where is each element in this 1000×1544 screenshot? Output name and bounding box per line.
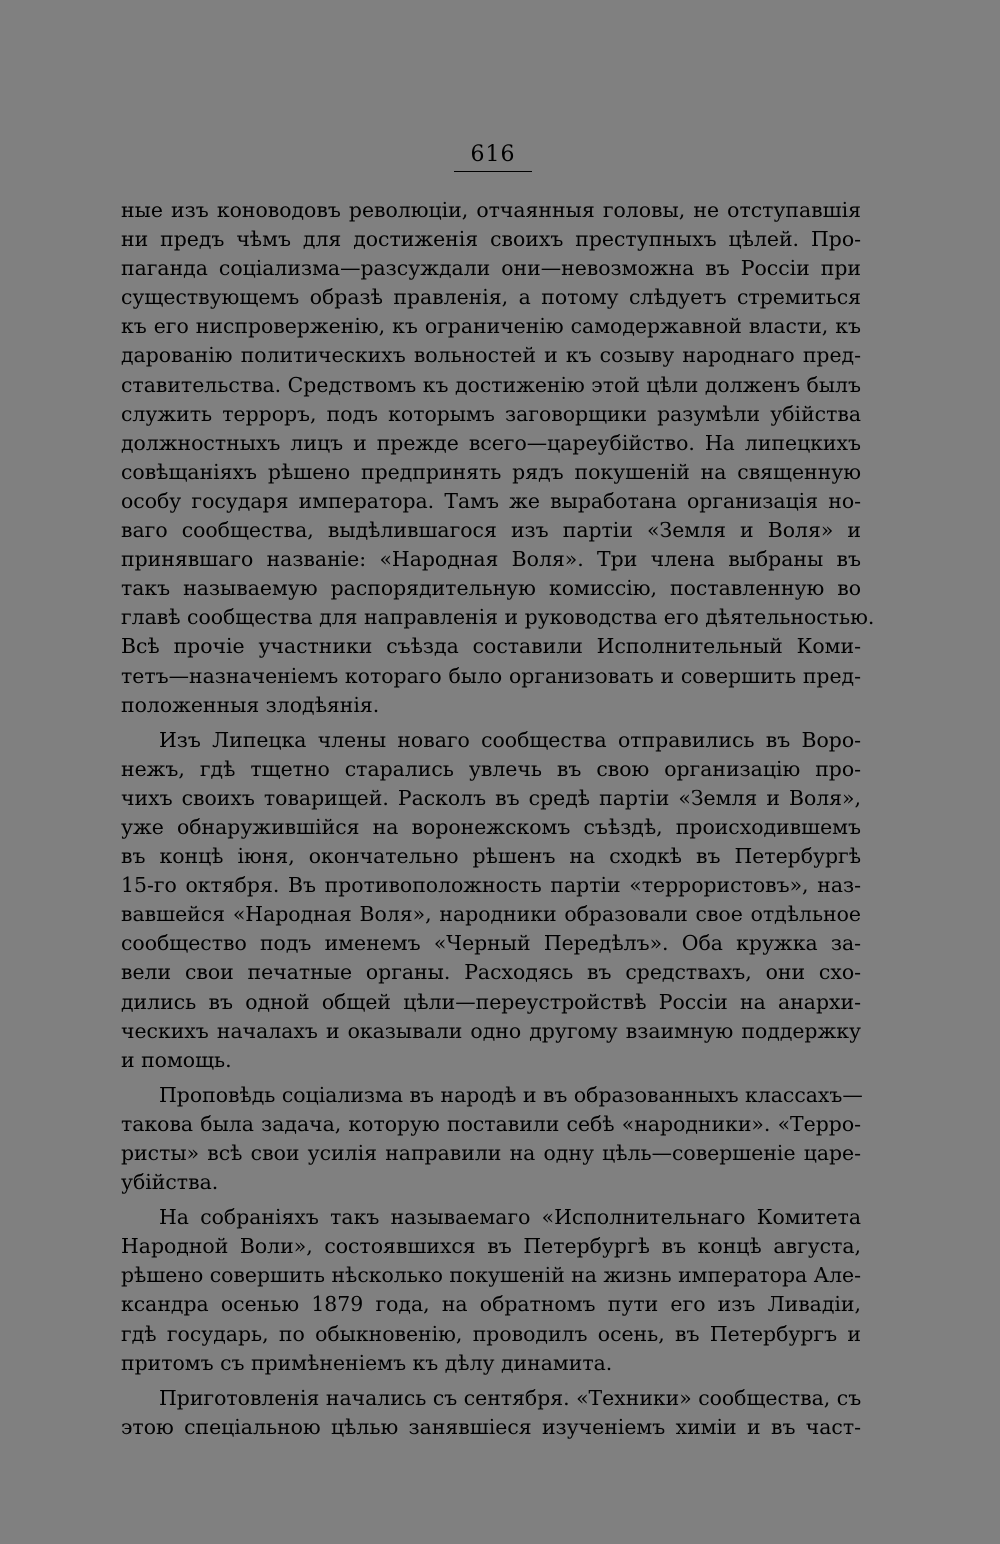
text-line: служить терроръ, подъ которымъ заговорщики разумѣли убійства xyxy=(121,401,861,426)
text-line: сообщество подъ именемъ «Черный Передѣлъ». Оба кружка за- xyxy=(121,931,861,956)
paragraph xyxy=(121,726,861,1075)
text-line: должностныхъ лицъ и прежде всего—цареубійство. На липецкихъ xyxy=(121,430,861,455)
text-line: ческихъ началахъ и оказывали одно другому взаимную поддержку xyxy=(121,1018,861,1043)
text-line: и помощь. xyxy=(121,1047,232,1072)
page-number-rule xyxy=(454,171,532,172)
text-line: гдѣ государь, по обыкновенію, проводилъ осень, въ Петербургъ и xyxy=(121,1321,861,1346)
text-line: тетъ—назначеніемъ котораго было организовать и совершить пред- xyxy=(121,663,861,688)
paragraph xyxy=(121,1384,861,1442)
text-line: ставительства. Средствомъ къ достиженію этой цѣли долженъ былъ xyxy=(121,372,861,397)
text-line: Приготовленія начались съ сентября. «Техники» сообщества, съ xyxy=(159,1385,862,1410)
text-line: совѣщаніяхъ рѣшено предпринять рядъ покушеній на священную xyxy=(121,459,861,484)
text-line: дились въ одной общей цѣли—переустройствѣ Россіи на анархи- xyxy=(121,989,861,1014)
paragraph xyxy=(121,1203,861,1378)
page-number: 616 xyxy=(470,142,516,167)
text-line: Изъ Липецка члены новаго сообщества отправились въ Воро- xyxy=(159,727,861,752)
text-line: ни предъ чѣмъ для достиженія своихъ преступныхъ цѣлей. Про- xyxy=(121,227,861,252)
body-text xyxy=(121,196,875,1442)
text-line: главѣ сообщества для направленія и руководства его дѣятельностью. xyxy=(121,605,875,630)
text-line: ные изъ коноводовъ революціи, отчаянныя головы, не отступавшія xyxy=(121,198,861,222)
text-line: ристы» всѣ свои усилія направили на одну цѣль—совершеніе царе- xyxy=(121,1141,861,1165)
text-line: Всѣ прочіе участники съѣзда составили Исполнительный Коми- xyxy=(121,634,861,659)
text-line: 15-го октября. Въ противоположность партіи «террористовъ», наз- xyxy=(121,873,861,898)
text-line: вели свои печатные органы. Расходясь въ средствахъ, они схо- xyxy=(121,960,861,985)
text-line: особу государя императора. Тамъ же выработана организація но- xyxy=(121,488,861,513)
paragraph xyxy=(121,1081,861,1197)
text-line: вавшейся «Народная Воля», народники образовали свое отдѣльное xyxy=(121,902,861,927)
text-line: въ концѣ іюня, окончательно рѣшенъ на сходкѣ въ Петербургѣ xyxy=(121,844,861,869)
text-line: паганда соціализма—разсуждали они—невозможна въ Россіи при xyxy=(121,256,861,281)
text-line: такъ называемую распорядительную комиссію, поставленную во xyxy=(121,576,861,601)
text-line: положенныя злодѣянія. xyxy=(121,692,380,717)
text-line: притомъ съ примѣненіемъ къ дѣлу динамита. xyxy=(121,1350,613,1375)
text-line: такова была задача, которую поставили себѣ «народники». «Терро- xyxy=(121,1111,861,1136)
text-line: уже обнаружившійся на воронежскомъ съѣздѣ, происходившемъ xyxy=(121,814,861,839)
text-line: На собраніяхъ такъ называемаго «Исполнительнаго Комитета xyxy=(159,1205,861,1230)
text-line: ксандра осенью 1879 года, на обратномъ пути его изъ Ливадіи, xyxy=(121,1292,861,1317)
text-line: убійства. xyxy=(121,1170,219,1195)
text-line: чихъ своихъ товарищей. Расколъ въ средѣ партіи «Земля и Воля», xyxy=(121,785,861,810)
text-line: принявшаго названіе: «Народная Воля». Три члена выбраны въ xyxy=(121,547,861,572)
text-line: Проповѣдь соціализма въ народѣ и въ образованныхъ классахъ— xyxy=(159,1082,863,1107)
text-line: нежъ, гдѣ тщетно старались увлечь въ свою организацію про- xyxy=(121,756,861,781)
text-line: ваго сообщества, выдѣлившагося изъ партіи «Земля и Воля» и xyxy=(121,518,861,543)
text-line: этою спеціальною цѣлью занявшіеся изученіемъ химіи и въ част- xyxy=(121,1414,861,1439)
paragraph xyxy=(121,196,875,720)
text-line: Народной Воли», состоявшихся въ Петербургѣ въ концѣ августа, xyxy=(121,1234,861,1259)
text-line: дарованію политическихъ вольностей и къ созыву народнаго пред- xyxy=(121,343,861,368)
text-line: существующемъ образѣ правленія, а потому слѣдуетъ стремиться xyxy=(121,285,861,310)
text-line: къ его ниспроверженію, къ ограниченію самодержавной власти, къ xyxy=(121,314,861,339)
text-line: рѣшено совершить нѣсколько покушеній на жизнь императора Але- xyxy=(121,1263,861,1288)
